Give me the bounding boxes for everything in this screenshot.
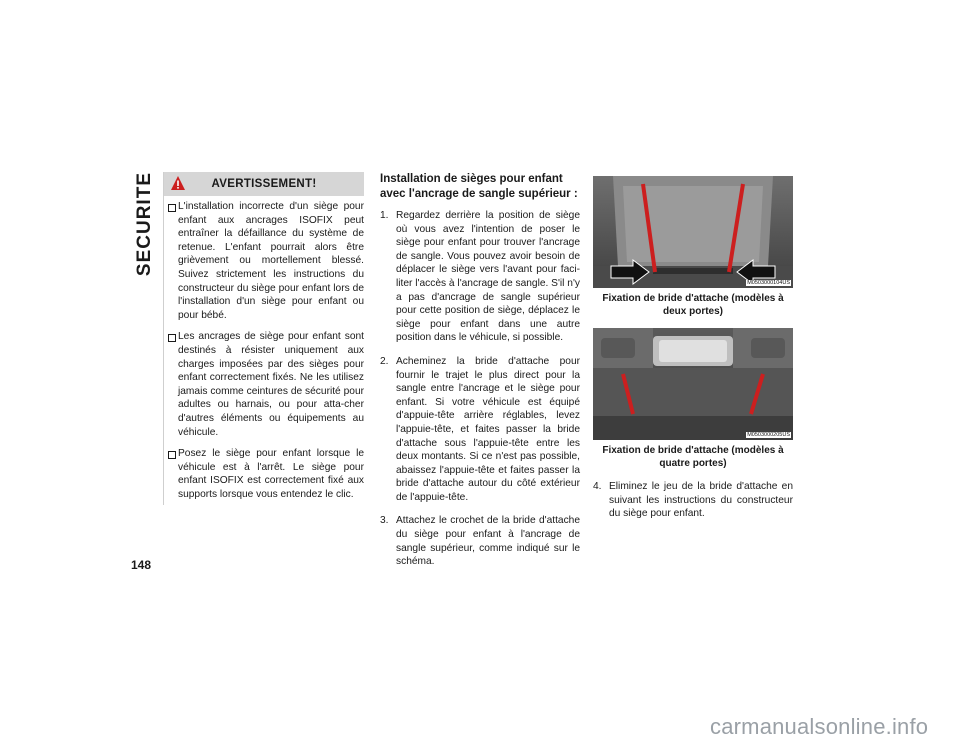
install-section [380,172,580,579]
warning-item [164,196,364,326]
checkbox-bullet-icon [168,204,176,212]
warning-item-text: Les ancrages de siège pour enfant sont destinés à résister uniquement aux charges imposées par des sièges pour enfant correctement fixés. Ne les utilisez jamais comme ceintures de sécurité pour adultes ou harnais, ou pour atta-cher d'autres éléments ou équipements au véhicule. [178,331,364,438]
install-step [380,355,580,505]
step-text: Regardez derrière la position de siège où vous avez l'intention de poser le siège pour enfant pour trouver l'ancrage de sangle. Vous pouvez avoir besoin de déplacer le siège vers l'avant pour faci-liter l'accès à l'ancrage de sangle. S'il n'y a pas d'ancrage de sangle supérieur pour cette position de siège, déplacez le siège pour enfant dans une autre position dans le véhicule, si possible. [396,210,580,344]
install-step [593,480,793,521]
section-tab: SECURITE [134,172,155,277]
figure-four-door [593,328,793,440]
figures-column [593,176,793,521]
step-number: 1. [380,210,389,221]
install-step [380,514,580,568]
install-heading: Installation de sièges pour enfant avec l'ancrage de sangle supérieur : [380,173,578,200]
step-text: Acheminez la bride d'attache pour fournir le trajet le plus direct pour la sangle entre l'ancrage et le siège pour enfant. Si votre véhicule est équipé d'appuie-tête arrière réglables, levez l'appuie-tête, et faites passer la bride d'attache sous l'appuie-tête entre les deux montants. Si ce n'est pas possible, abaissez l'appuie-tête et faites passer la bride d'attache autour du côté extérieur de l'appuie-tête. [396,355,580,503]
warning-item [164,443,364,505]
install-steps [380,209,580,569]
warning-box [163,172,364,505]
step-number: 4. [593,481,602,492]
figure-code: M0503000205US [747,432,790,438]
page-number: 148 [131,558,152,572]
figure-caption: Fixation de bride d'attache (modèles à quatre portes) [602,445,784,469]
warning-triangle-icon [170,175,186,191]
seat-tether-photo-four-door [593,328,793,440]
figure-caption: Fixation de bride d'attache (modèles à deux portes) [602,293,784,317]
figure-two-door [593,176,793,288]
checkbox-bullet-icon [168,451,176,459]
seat-tether-photo-two-door [593,176,793,288]
step-text: Attachez le crochet de la bride d'attache du siège pour enfant à l'ancrage de sangle supérieur, comme indiqué sur le schéma. [396,515,580,568]
warning-item-text: L'installation incorrecte d'un siège pour enfant aux ancrages ISOFIX peut entraîner la défaillance du système de retenue. L'enfant pourrait alors être grièvement ou mortellement blessé. Suivez strictement les instructions du constructeur du siège pour enfant lors de l'installation d'un siège pour enfant ou pour bébé. [178,201,364,321]
watermark: carmanualsonline.info [710,714,929,739]
warning-title: AVERTISSEMENT! [211,178,317,190]
figure-code: M0503000104US [747,280,790,286]
step-number: 3. [380,515,389,527]
warning-header [164,172,364,196]
warning-item-text: Posez le siège pour enfant lorsque le véhicule est à l'arrêt. Le siège pour enfant ISOFIX est correctement fixé aux supports lorsque vous entendez le clic. [178,448,364,500]
warning-item [164,326,364,443]
checkbox-bullet-icon [168,334,176,342]
warning-list [164,196,364,505]
install-step [380,209,580,345]
step-number: 2. [380,355,389,367]
step-text: Eliminez le jeu de la bride d'attache en suivant les instructions du constructeur du siège pour enfant. [609,481,793,520]
